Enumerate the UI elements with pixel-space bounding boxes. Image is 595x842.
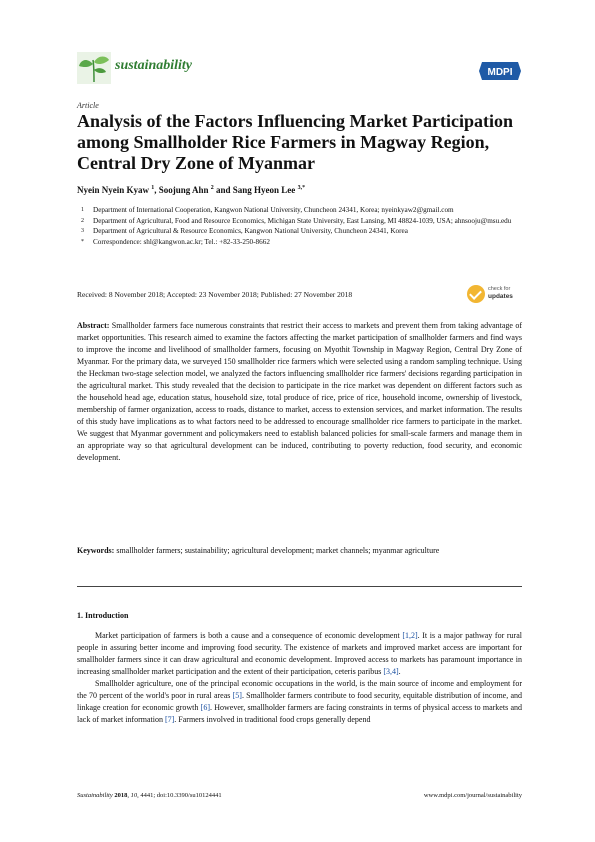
abstract [77, 320, 522, 464]
affiliations [77, 205, 522, 247]
author-affil-mark: 3,* [297, 185, 306, 191]
keywords-text: smallholder farmers; sustainability; agricultural development; market channels; myanmar agriculture [114, 546, 440, 555]
sustainability-leaf-icon [77, 52, 111, 84]
mdpi-logo [478, 60, 522, 82]
author-name: Nyein Nyein Kyaw [77, 185, 149, 195]
correspondence-text[interactable]: Correspondence: shl@kangwon.ac.kr; Tel.: +82-33-250-8662 [93, 237, 270, 246]
author-affil-mark: 1 [151, 185, 155, 191]
paragraph-text: . [398, 667, 401, 676]
checkmark-icon [467, 285, 485, 303]
author-name: Sang Hyeon Lee [232, 185, 296, 195]
affiliation-text: Department of Agricultural, Food and Resource Economics, Michigan State University, East Lansing, MI 48824-1039, USA; ahnsooju@msu.edu [93, 216, 512, 225]
citation-link[interactable]: [7] [164, 715, 175, 724]
paragraph-text: . However, smallholder farmers are facing constraints in terms of physical access to markets and lack of market information [77, 703, 522, 724]
keywords-label: Keywords: [77, 546, 115, 555]
author-affil-mark: 2 [210, 185, 214, 191]
footer-url[interactable]: www.mdpi.com/journal/sustainability [423, 792, 522, 799]
author-separator: and [213, 185, 233, 195]
footer-journal: Sustainability [77, 792, 113, 799]
author-name: Soojung Ahn [158, 185, 209, 195]
page-header [77, 50, 522, 90]
check-for-updates-badge[interactable] [467, 283, 523, 305]
abstract-label: Abstract: [77, 321, 110, 330]
affiliation-item [77, 226, 522, 237]
affiliation-text: Department of Agricultural & Resource Economics, Kangwon National University, Chuncheon 24341, Korea [93, 227, 408, 235]
affiliation-item [77, 237, 522, 248]
body-text [77, 630, 522, 726]
article-title: Analysis of the Factors Influencing Market Participation among Smallholder Rice Farmers in Magway Region, Central Dry Zone of Myanmar [77, 111, 513, 173]
check-updates-line2: updates [488, 293, 513, 300]
paragraph-text: Smallholder agriculture, one of the principal economic occupations in the world, is the main source of income and employment for the 70 percent of the world's poor in rural areas [77, 679, 522, 700]
affiliation-item [77, 216, 522, 227]
article-type: Article [77, 101, 99, 110]
author-list [77, 185, 305, 195]
paragraph-text: . Smallholder farmers contribute to food security, equitable distribution of income, and linkage creation for economic growth [77, 691, 523, 712]
paragraph-text: . It is a major pathway for rural people in assuring better income and improving food security. The existence of markets and improved market access are important for smallholder farmers since it can draw agricultural and economic development. Improved access to markets has paramount importance in increasing smallholder market participation and the extent of their participation, ceteris paribus [77, 631, 522, 676]
footer-citation: Sustainability 2018, 10, 4441; doi:10.3390/su10124441 [77, 792, 222, 799]
paragraph [77, 678, 522, 726]
citation-link[interactable]: [5] [232, 691, 242, 700]
affiliation-mark: 2 [81, 217, 84, 224]
affiliation-mark: 3 [81, 228, 84, 234]
affiliation-mark: 1 [81, 207, 84, 213]
abstract-text: Smallholder farmers face numerous constraints that restrict their access to markets and prevent them from taking advantage of market opportunities. This research aimed to examine the factors affecting the market participation of smallholder farmers and find ways to improve the income and livelihood of smallholder farmers, focusing on Myothit Township in Magway Region, Central Dry Zone of Myanmar. For the primary data, we surveyed 150 smallholder rice farmers which were selected using a random sampling technique. Using the Heckman two-stage selection model, we analyzed the factors influencing smallholder rice farmers' decisions regarding participation in the agricultural market. This study revealed that the decision to participate in the rice market was dependent on different factors such as the household head age, education status, household size, total produce of rice, price of rice, household income, ownership of livestock, membership of farmer organization, access to roads, distance to market, access to extension services, and market information. The results of this study have implications as to what factors need to be addressed to encourage smallholder rice farmers to participate in the market. We suggest that Myanmar government and policymakers need to establish balanced policies for small-scale farmers and manage them in an appropriate way so that agricultural development can be induced, contributing to poverty reduction, food security, and economic development. [77, 321, 522, 462]
footer-year: 2018 [114, 792, 128, 799]
paragraph-text: . Farmers involved in traditional food crops generally depend [174, 715, 371, 724]
citation-link[interactable]: [6] [200, 703, 210, 712]
check-updates-line1: check for [488, 286, 511, 292]
author-separator: , [154, 185, 159, 195]
footer-volume: 10 [130, 792, 138, 799]
affiliation-mark: * [81, 238, 84, 245]
journal-name: sustainability [115, 58, 193, 73]
paragraph [77, 630, 522, 678]
section-divider [77, 586, 522, 587]
affiliation-text: Department of International Cooperation, Kangwon National University, Chuncheon 24341, Korea; nyeinkyaw2@gmail.com [93, 206, 454, 214]
section-heading: 1. Introduction [77, 611, 129, 620]
keywords [77, 545, 522, 557]
paragraph-text: Market participation of farmers is both a cause and a consequence of economic development [95, 631, 403, 640]
footer-doi: , 4441; doi:10.3390/su10124441 [137, 792, 222, 799]
publication-dates: Received: 8 November 2018; Accepted: 23 November 2018; Published: 27 November 2018 [77, 290, 353, 299]
citation-link[interactable]: [3,4] [383, 667, 399, 676]
citation-link[interactable]: [1,2] [402, 631, 418, 640]
affiliation-item [77, 205, 522, 216]
mdpi-logo-text: MDPI [487, 67, 513, 78]
